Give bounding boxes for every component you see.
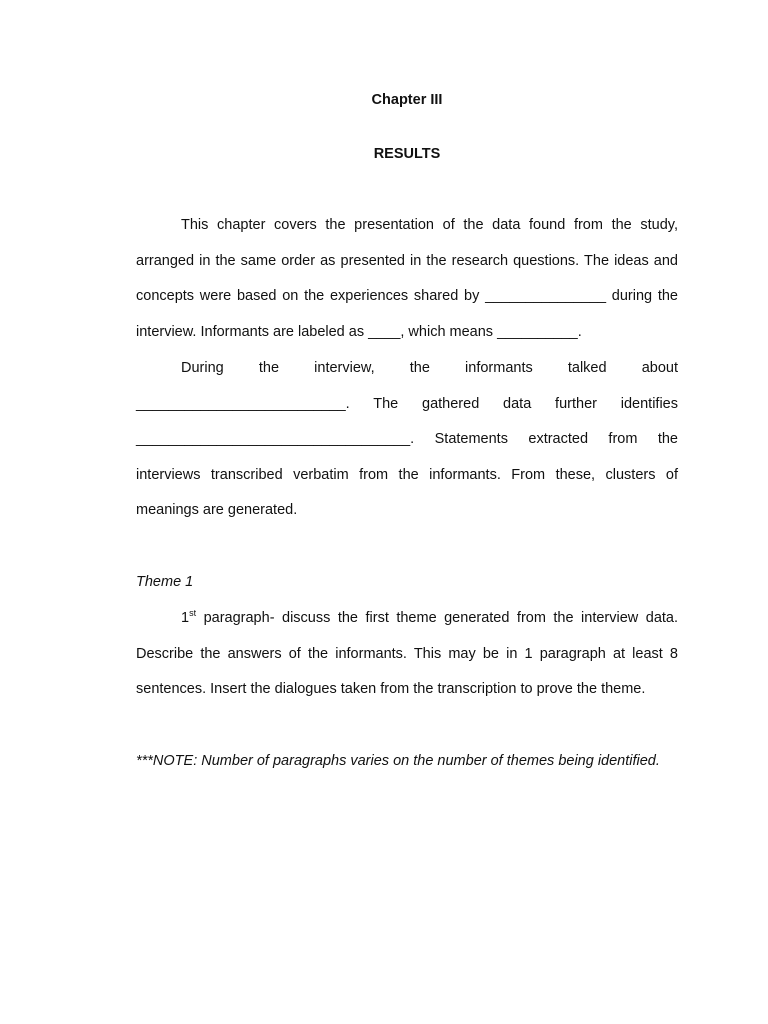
note-paragraph: ***NOTE: Number of paragraphs varies on the number of themes being identified.	[136, 753, 660, 769]
theme-paragraph-ordinal-suffix: st	[189, 608, 197, 619]
interview-paragraph: During the interview, the informants talked about __________________________. The gathered data further identifies __________________________________. Statements extracted from the interviews transcribed verbatim from the informants. From these, clusters of meanings are generated.	[136, 360, 678, 519]
intro-paragraph: This chapter covers the presentation of the data found from the study, arranged in the same order as presented in the research questions. The ideas and concepts were based on the experiences shared by _______________ during the interview. Informants are labeled as ____, which means __________.	[136, 217, 678, 340]
theme-paragraph-ordinal: 1	[181, 610, 190, 626]
section-title: RESULTS	[373, 146, 441, 162]
interview-paragraph-container	[136, 351, 678, 529]
theme-paragraph	[136, 601, 678, 708]
theme-heading: Theme 1	[136, 574, 194, 590]
theme-paragraph-text: paragraph- discuss the first theme generated from the interview data. Describe the answers of the informants. This may be in 1 paragraph at least 8 sentences. Insert the dialogues taken from the transcription to prove the theme.	[136, 610, 678, 698]
theme-paragraph-container	[136, 601, 678, 708]
intro-paragraph-container	[136, 208, 678, 350]
chapter-label: Chapter III	[371, 92, 443, 108]
